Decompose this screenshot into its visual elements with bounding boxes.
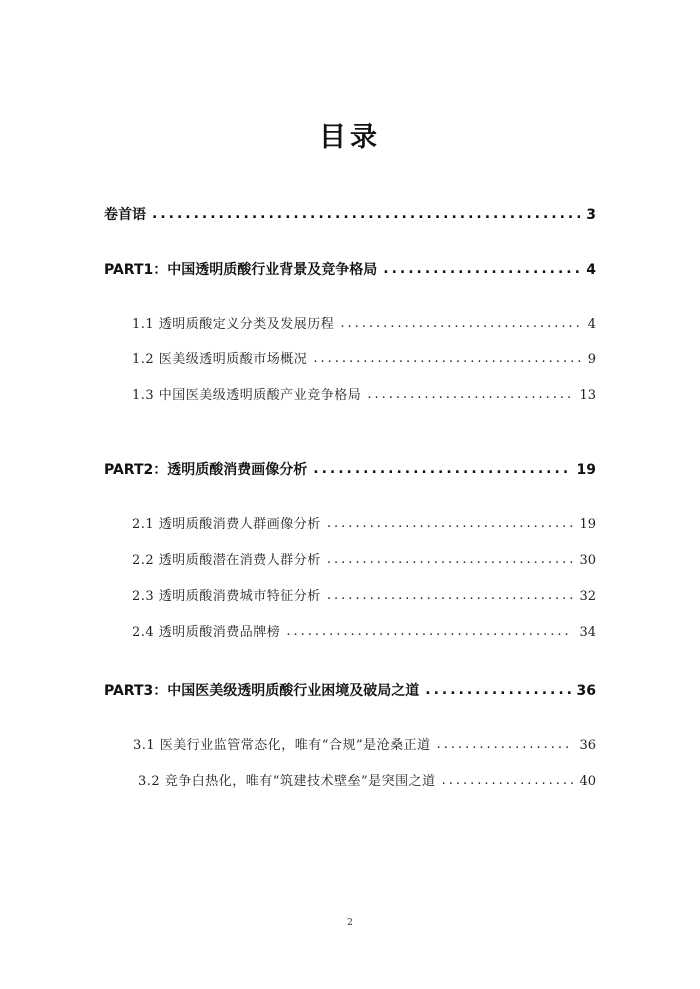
toc-label: 2.4 透明质酸消费品牌榜 — [132, 625, 281, 640]
toc-entry-3-1[interactable] — [133, 735, 596, 757]
toc-page-number: 36 — [576, 683, 596, 699]
toc-label: PART1：中国透明质酸行业背景及竞争格局 — [104, 262, 378, 278]
toc-page-number: 4 — [586, 262, 596, 278]
dot-leader — [383, 258, 580, 280]
toc-entry-2-4[interactable] — [132, 622, 596, 644]
toc-label: 3.1 医美行业监管常态化，唯有“合规”是沧桑正道 — [133, 738, 431, 753]
toc-label: PART2：透明质酸消费画像分析 — [104, 462, 308, 478]
dot-leader — [313, 348, 581, 370]
toc-entry-1-1[interactable] — [132, 314, 596, 336]
toc-page-number: 4 — [587, 317, 596, 332]
toc-label: 1.2 医美级透明质酸市场概况 — [132, 352, 308, 367]
dot-leader — [286, 621, 573, 643]
toc-label: 2.1 透明质酸消费人群画像分析 — [132, 517, 321, 532]
toc-entry-2-1[interactable] — [132, 514, 596, 536]
dot-leader — [437, 734, 574, 756]
toc-page-number: 40 — [579, 774, 596, 789]
toc-label: 1.3 中国医美级透明质酸产业竞争格局 — [132, 388, 362, 403]
toc-entry-part1[interactable] — [104, 259, 596, 281]
dot-leader — [367, 384, 573, 406]
toc-page-number: 9 — [587, 352, 596, 367]
toc-label: 卷首语 — [104, 207, 146, 223]
toc-entry-preface[interactable] — [104, 204, 596, 226]
toc-label: 2.2 透明质酸潜在消费人群分析 — [132, 553, 321, 568]
footer-page-number: 2 — [347, 918, 353, 928]
toc-label: 2.3 透明质酸消费城市特征分析 — [132, 589, 321, 604]
toc-page-number: 34 — [579, 625, 596, 640]
toc-entry-2-3[interactable] — [132, 586, 596, 608]
toc-label: 1.1 透明质酸定义分类及发展历程 — [132, 317, 335, 332]
toc-page-number: 32 — [579, 589, 596, 604]
toc-page-number: 36 — [579, 738, 596, 753]
toc-entry-1-3[interactable] — [132, 385, 596, 407]
dot-leader — [425, 679, 570, 701]
toc-page-number: 3 — [586, 207, 596, 223]
dot-leader — [327, 513, 574, 535]
toc-label: 3.2 竞争白热化，唯有“筑建技术壁垒”是突围之道 — [138, 774, 436, 789]
dot-leader — [327, 549, 574, 571]
dot-leader — [327, 585, 574, 607]
page-title: 目录 — [319, 122, 381, 153]
toc-page-number: 13 — [579, 388, 596, 403]
toc-entry-2-2[interactable] — [132, 550, 596, 572]
dot-leader — [152, 203, 580, 225]
dot-leader — [442, 770, 574, 792]
toc-entry-3-2[interactable] — [138, 771, 596, 793]
dot-leader — [340, 313, 581, 335]
toc-entry-1-2[interactable] — [132, 349, 596, 371]
toc-page-number: 30 — [579, 553, 596, 568]
toc-entry-part3[interactable] — [104, 680, 596, 702]
toc-label: PART3：中国医美级透明质酸行业困境及破局之道 — [104, 683, 420, 699]
dot-leader — [313, 458, 570, 480]
toc-page-number: 19 — [579, 517, 596, 532]
toc-entry-part2[interactable] — [104, 459, 596, 481]
toc-page-number: 19 — [576, 462, 596, 478]
